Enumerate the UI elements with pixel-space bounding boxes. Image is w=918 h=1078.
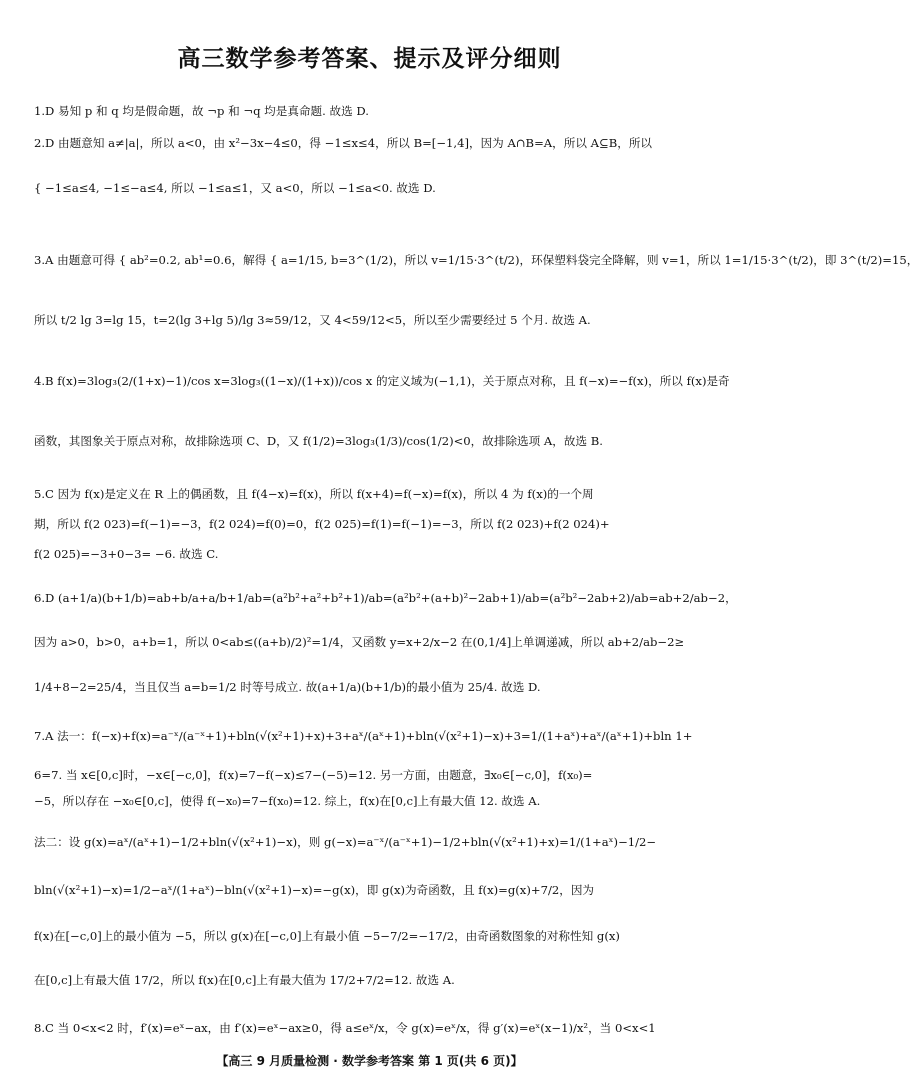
- answer-line-4: 3.A 由题意可得 { ab²=0.2, ab¹=0.6，解得 { a=1/15, b=3^(1/2)，所以 v=1/15·3^(t/2)，环保塑料袋完全降解，则 v=1，所以 1=1/15·3^(t/2)，即 3^(t/2)=15，: [34, 253, 918, 267]
- answer-line-9: 期，所以 f(2 023)=f(−1)=−3，f(2 024)=f(0)=0，f(2 025)=f(1)=f(−1)=−3，所以 f(2 023)+f(2 024)+: [34, 517, 610, 531]
- answer-line-6: 4.B f(x)=3log₃(2/(1+x)−1)/cos x=3log₃((1−x)/(1+x))/cos x 的定义域为(−1,1)，关于原点对称，且 f(−x)=−f(x)，所以 f(x)是奇: [34, 374, 730, 388]
- answer-line-12: 因为 a>0，b>0，a+b=1，所以 0<ab≤((a+b)/2)²=1/4，又函数 y=x+2/x−2 在(0,1/4]上单调递减，所以 ab+2/ab−2≥: [34, 635, 685, 649]
- answer-line-8: 5.C 因为 f(x)是定义在 R 上的偶函数，且 f(4−x)=f(x)，所以 f(x+4)=f(−x)=f(x)，所以 4 为 f(x)的一个周: [34, 487, 594, 501]
- answer-line-5: 所以 t/2 lg 3=lg 15，t=2(lg 3+lg 5)/lg 3≈59/12，又 4<59/12<5，所以至少需要经过 5 个月. 故选 A.: [34, 313, 591, 327]
- answer-line-18: bln(√(x²+1)−x)=1/2−aˣ/(1+aˣ)−bln(√(x²+1)−x)=−g(x)，即 g(x)为奇函数，且 f(x)=g(x)+7/2，因为: [34, 883, 595, 897]
- answer-line-16: −5，所以存在 −x₀∈[0,c]，使得 f(−x₀)=7−f(x₀)=12. 综上，f(x)在[0,c]上有最大值 12. 故选 A.: [34, 794, 541, 808]
- answer-line-11: 6.D (a+1/a)(b+1/b)=ab+b/a+a/b+1/ab=(a²b²+a²+b²+1)/ab=(a²b²+(a+b)²−2ab+1)/ab=(a²b²−2ab+2)/ab=ab+2/ab−2，: [34, 591, 737, 605]
- answer-line-7: 函数，其图象关于原点对称，故排除选项 C、D，又 f(1/2)=3log₃(1/3)/cos(1/2)<0，故排除选项 A，故选 B.: [34, 434, 603, 448]
- answer-line-2: 2.D 由题意知 a≠|a|，所以 a<0，由 x²−3x−4≤0，得 −1≤x≤4，所以 B=[−1,4]，因为 A∩B=A，所以 A⊆B，所以: [34, 136, 653, 150]
- answer-line-19: f(x)在[−c,0]上的最小值为 −5，所以 g(x)在[−c,0]上有最小值 −5−7/2=−17/2，由奇函数图象的对称性知 g(x): [34, 929, 620, 943]
- page-footer: 【高三 9 月质量检测 · 数学参考答案 第 1 页(共 6 页)】: [216, 1054, 523, 1068]
- answer-line-20: 在[0,c]上有最大值 17/2，所以 f(x)在[0,c]上有最大值为 17/2+7/2=12. 故选 A.: [34, 973, 455, 987]
- answer-line-1: 1.D 易知 p 和 q 均是假命题，故 ¬p 和 ¬q 均是真命题. 故选 D.: [34, 104, 369, 118]
- answer-line-13: 1/4+8−2=25/4，当且仅当 a=b=1/2 时等号成立. 故(a+1/a)(b+1/b)的最小值为 25/4. 故选 D.: [34, 680, 541, 694]
- answer-line-21: 8.C 当 0<x<2 时，f′(x)=eˣ−ax，由 f′(x)=eˣ−ax≥0，得 a≤eˣ/x，令 g(x)=eˣ/x，得 g′(x)=eˣ(x−1)/x²，当 0<x<1: [34, 1021, 656, 1035]
- answer-line-3: { −1≤a≤4, −1≤−a≤4, 所以 −1≤a≤1，又 a<0，所以 −1≤a<0. 故选 D.: [34, 181, 436, 195]
- answer-line-14: 7.A 法一：f(−x)+f(x)=a⁻ˣ/(a⁻ˣ+1)+bln(√(x²+1)+x)+3+aˣ/(aˣ+1)+bln(√(x²+1)−x)+3=1/(1+aˣ)+aˣ/(aˣ+1)+bln 1+: [34, 729, 693, 743]
- answer-line-17: 法二：设 g(x)=aˣ/(aˣ+1)−1/2+bln(√(x²+1)−x)，则 g(−x)=a⁻ˣ/(a⁻ˣ+1)−1/2+bln(√(x²+1)+x)=1/(1+aˣ)−1/2−: [34, 835, 657, 849]
- answer-line-15: 6=7. 当 x∈[0,c]时，−x∈[−c,0]，f(x)=7−f(−x)≤7−(−5)=12. 另一方面，由题意，∃x₀∈[−c,0]，f(x₀)=: [34, 768, 593, 782]
- answer-line-10: f(2 025)=−3+0−3= −6. 故选 C.: [34, 547, 219, 561]
- page-title: 高三数学参考答案、提示及评分细则: [177, 46, 562, 72]
